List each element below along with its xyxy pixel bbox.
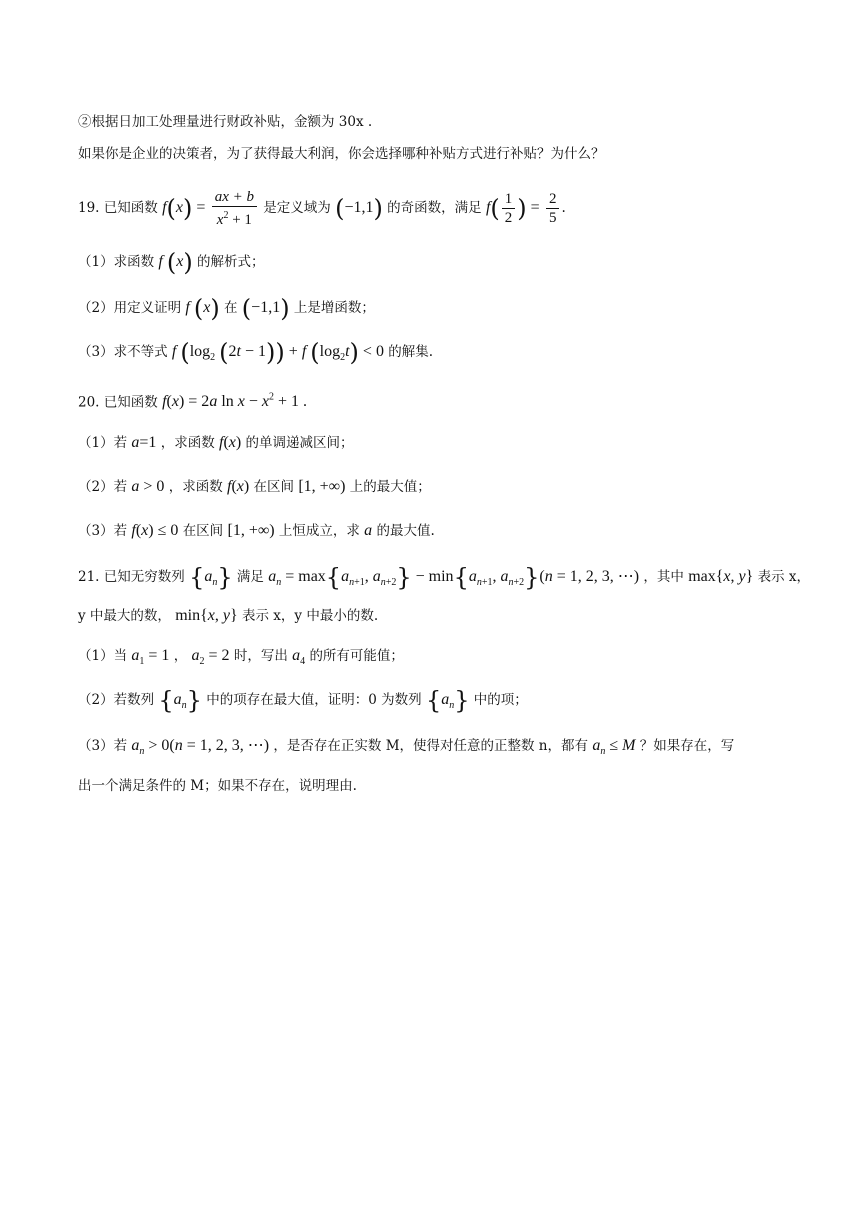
q21-part1: （1）当 $a_1 = 1$ ， $a_2 = 2$ 时，写出 $a_4$ 的所有可能值； [78,647,404,668]
q19-stem: 19. 已知函数 f(x) = $\frac{ax + b}{x^2 + 1}$ 是定义域为 (−1,1) 的奇函数，满足 f( $\frac{1}{2}$ ) = $\frac{2}{5}$ . [78,189,566,228]
q19-part2: （2）用定义证明 f (x) 在 (−1,1) 上是增函数； [78,294,375,323]
q20-part1: （1）若 a=1 ，求函数 f(x) 的单调递减区间； [78,434,354,451]
q21-stem-cont: y 中最大的数， min{x, y} 表示 x，y 中最小的数. [78,607,379,624]
q21-part2: （2）若数列 $\{a_n\}$ 中的项存在最大值，证明：0 为数列 $\{a_n\}$ 中的项； [78,686,528,715]
q20-part2: （2）若 a > 0 ，求函数 f(x) 在区间 [1, +∞) 上的最大值； [78,478,431,495]
q18-subsidy-line: ②根据日加工处理量进行财政补贴，金额为 30x . [78,114,373,130]
q21-part3: （3）若 $a_n > 0(n = 1$, 2, 3, ⋯) ，是否存在正实数 M，使得对任意的正整数 n，都有 $a_n \le M$ ？如果存在，写 [78,737,735,758]
q21-part3-cont: 出一个满足条件的 M；如果不存在，说明理由. [78,778,357,794]
q18-question-line: 如果你是企业的决策者，为了获得最大利润，你会选择哪种补贴方式进行补贴？为什么？ [78,146,605,162]
q20-stem: 20. 已知函数 f(x) = 2a $\ln x - x^2 + 1$ . [78,392,308,411]
q19-part3: （3）求不等式 f ($\log_2$ (2t − 1)) + f $(\log_2t) < 0$ 的解集. [78,338,434,367]
q19-part1: （1）求函数 f (x) 的解析式； [78,248,265,277]
q20-part3: （3）若 f(x) ≤ 0 在区间 [1, +∞) 上恒成立，求 a 的最大值. [78,522,435,539]
q21-stem: 21. 已知无穷数列 $\{a_n\}$ 满足 $a_n = \max\{a_{n+1}$, $a_{n+2}\} - \min\{a_{n+1}$, $a_{n+2}\}(n = 1$, 2, 3, ⋯) ，其中 max{x, y} 表示 x， [78,563,811,592]
